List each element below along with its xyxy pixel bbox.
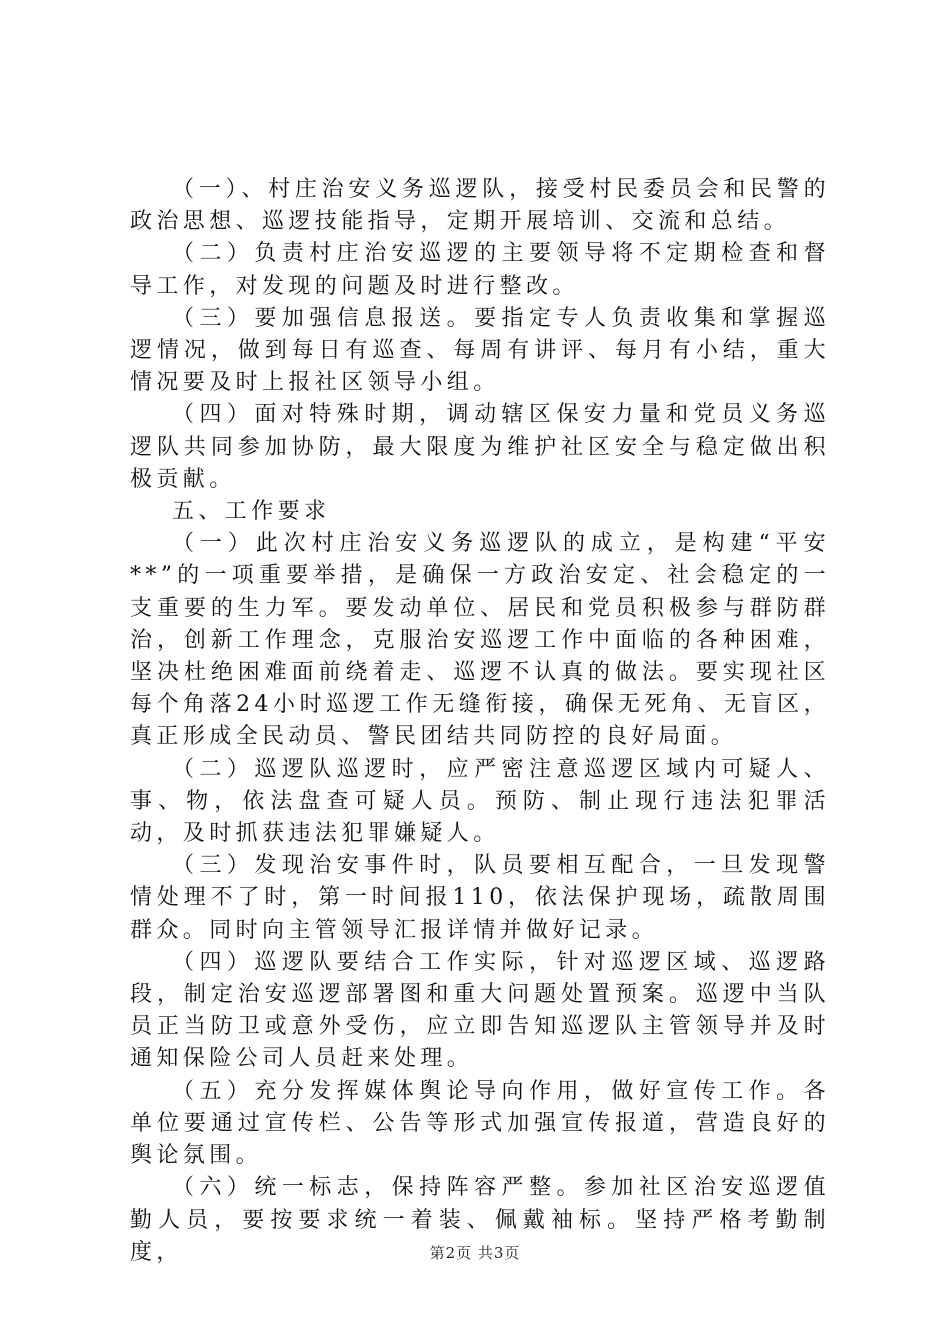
section-heading: 五、工作要求 <box>172 499 331 525</box>
paragraph-5: （一）此次村庄治安义务巡逻队的成立，是构建“平安**”的一项重要举措，是确保一方政治安定、社会稳定的一支重要的生力军。要发动单位、居民和党员积极参与群防群治，创新工作理念，克服治安巡逻工作中面临的各种困难，坚决杜绝困难面前绕着走、巡逻不认真的做法。要实现社区每个角落24小时巡逻工作无缝衔接，确保无死角、无盲区，真正形成全民动员、警民团结共同防控的良好局面。 <box>130 531 830 750</box>
document-body <box>130 174 830 1269</box>
paragraph-1: （一）、村庄治安义务巡逻队，接受村民委员会和民警的政治思想、巡逻技能指导，定期开展培训、交流和总结。 <box>130 177 830 235</box>
paragraph-2: （二）负责村庄治安巡逻的主要领导将不定期检查和督导工作，对发现的问题及时进行整改。 <box>130 241 830 299</box>
page-footer: 第2页 共3页 <box>429 1244 521 1262</box>
paragraph-3: （三）要加强信息报送。要指定专人负责收集和掌握巡逻情况，做到每日有巡查、每周有讲评、每月有小结，重大情况要及时上报社区领导小组。 <box>130 305 830 396</box>
paragraph-4: （四）面对特殊时期，调动辖区保安力量和党员义务巡逻队共同参加协防，最大限度为维护社区安全与稳定做出积极贡献。 <box>130 402 830 492</box>
paragraph-6: （二）巡逻队巡逻时，应严密注意巡逻区域内可疑人、事、物，依法盘查可疑人员。预防、制止现行违法犯罪活动，及时抓获违法犯罪嫌疑人。 <box>130 756 830 847</box>
paragraph-10: （六）统一标志，保持阵容严整。参加社区治安巡逻值勤人员，要按要求统一着装、佩戴袖标。坚持严格考勤制度， <box>130 1175 830 1265</box>
paragraph-8: （四）巡逻队要结合工作实际，针对巡逻区域、巡逻路段，制定治安巡逻部署图和重大问题处置预案。巡逻中当队员正当防卫或意外受伤，应立即告知巡逻队主管领导并及时通知保险公司人员赶来处理。 <box>130 949 830 1072</box>
paragraph-7: （三）发现治安事件时，队员要相互配合，一旦发现警情处理不了时，第一时间报110，依法保护现场，疏散周围群众。同时向主管领导汇报详情并做好记录。 <box>130 853 830 943</box>
paragraph-9: （五）充分发挥媒体舆论导向作用，做好宣传工作。各单位要通过宣传栏、公告等形式加强宣传报道，营造良好的舆论氛围。 <box>130 1078 830 1169</box>
